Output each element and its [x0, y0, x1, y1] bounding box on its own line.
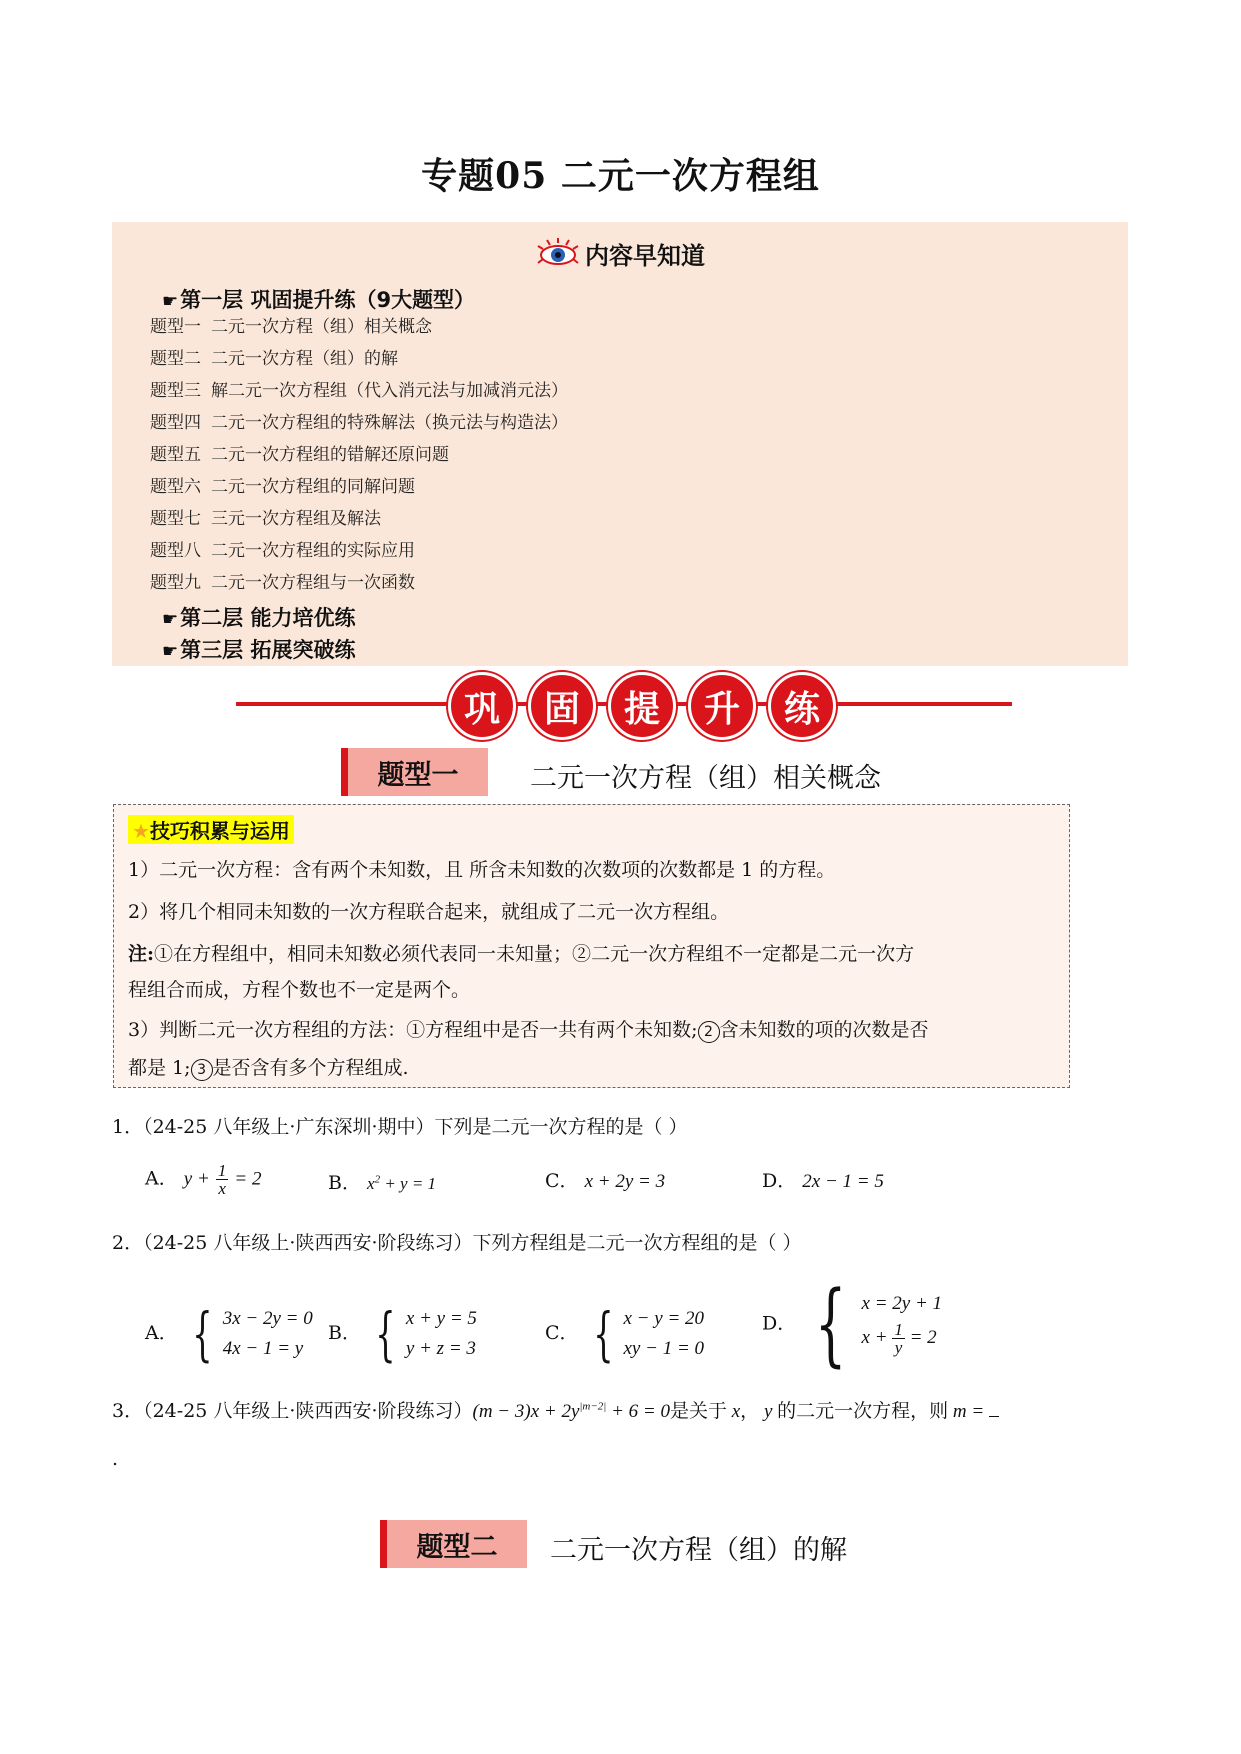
- option-d[interactable]: D． 2x − 1 = 5: [762, 1170, 884, 1192]
- banner-char: 固: [528, 672, 596, 740]
- toc-item[interactable]: 题型五 二元一次方程组的错解还原问题: [150, 445, 449, 465]
- tips-line: 1）二元一次方程：含有两个未知数，且 所含未知数的次数项的次数都是 1 的方程。: [128, 859, 836, 881]
- banner: [448, 672, 836, 740]
- banner-char: 巩: [448, 672, 516, 740]
- circled-2-icon: 2: [698, 1021, 720, 1043]
- tips-box: [113, 804, 1070, 1088]
- section-badge: 题型一: [341, 748, 488, 796]
- toc-item[interactable]: 题型二 二元一次方程（组）的解: [150, 349, 398, 369]
- tips-line: 程组合而成，方程个数也不一定是两个。: [128, 979, 471, 1001]
- question-1: 1．（24-25 八年级上·广东深圳·期中）下列是二元一次方程的是（ ）: [112, 1116, 688, 1138]
- tips-heading: ★技巧积累与运用: [128, 815, 294, 844]
- option-a[interactable]: A． { 3x − 2y = 0 4x − 1 = y: [145, 1300, 313, 1368]
- banner-char: 练: [768, 672, 836, 740]
- option-a[interactable]: A． y + $\frac{1}{x}$ = 2: [145, 1161, 262, 1198]
- tips-line: 都是 1; 3 是否含有多个方程组成.: [128, 1057, 409, 1079]
- toc-item[interactable]: 题型七 三元一次方程组及解法: [150, 509, 381, 529]
- option-c[interactable]: C． { x − y = 20 xy − 1 = 0: [545, 1300, 705, 1368]
- section-title: 二元一次方程（组）的解: [550, 1535, 847, 1566]
- page-title: 专题05 二元一次方程组: [421, 155, 820, 197]
- toc-item[interactable]: 题型四 二元一次方程组的特殊解法（换元法与构造法）: [150, 413, 568, 433]
- question-2: 2．（24-25 八年级上·陕西西安·阶段练习）下列方程组是二元一次方程组的是（ ）: [112, 1232, 802, 1254]
- option-d[interactable]: D． { x = 2y + 1 x + $\frac{1}{y}$ = 2: [762, 1272, 943, 1377]
- question-3: 3．（24-25 八年级上·陕西西安·阶段练习）$(m - 3)x + 2y^{|m-2|} + 6 = 0$是关于 x， y 的二元一次方程，则 m =: [112, 1396, 1122, 1423]
- pointing-hand-icon: ☛: [162, 291, 179, 312]
- banner-char: 提: [608, 672, 676, 740]
- pointing-hand-icon: ☛: [162, 641, 179, 662]
- section-title: 二元一次方程（组）相关概念: [530, 763, 881, 794]
- toc-item[interactable]: 题型三 解二元一次方程组（代入消元法与加减消元法）: [150, 381, 568, 401]
- star-icon: ★: [132, 819, 150, 843]
- tips-line: 2）将几个相同未知数的一次方程联合起来，就组成了二元一次方程组。: [128, 901, 730, 923]
- contents-box: [112, 222, 1128, 666]
- circled-3-icon: 3: [191, 1059, 213, 1081]
- toc-item[interactable]: 题型八 二元一次方程组的实际应用: [150, 541, 415, 561]
- option-b[interactable]: B． $x^2 + y = 1$: [328, 1172, 437, 1194]
- toc-item[interactable]: 题型一 二元一次方程（组）相关概念: [150, 317, 432, 337]
- answer-blank[interactable]: [989, 1416, 999, 1417]
- toc-item[interactable]: 题型六 二元一次方程组的同解问题: [150, 477, 415, 497]
- option-c[interactable]: C． x + 2y = 3: [545, 1170, 666, 1192]
- eye-icon: [535, 237, 581, 277]
- pointing-hand-icon: ☛: [162, 609, 179, 630]
- layer-1[interactable]: ☛第一层 巩固提升练（9大题型）: [162, 288, 476, 312]
- section-badge: 题型二: [380, 1520, 527, 1568]
- option-b[interactable]: B． { x + y = 5 y + z = 3: [328, 1300, 477, 1368]
- layer-3[interactable]: ☛第三层 拓展突破练: [162, 638, 356, 662]
- layer-2[interactable]: ☛第二层 能力培优练: [162, 606, 356, 630]
- toc-item[interactable]: 题型九 二元一次方程组与一次函数: [150, 573, 415, 593]
- banner-char: 升: [688, 672, 756, 740]
- contents-heading: 内容早知道: [112, 236, 1128, 277]
- tips-line: 3）判断二元一次方程组的方法：①方程组中是否一共有两个未知数; 2 含未知数的项的次数是否: [128, 1019, 929, 1041]
- question-3-end: .: [112, 1448, 119, 1470]
- tips-note: 注:①在方程组中，相同未知数必须代表同一未知量；②二元一次方程组不一定都是二元一次方: [128, 943, 915, 965]
